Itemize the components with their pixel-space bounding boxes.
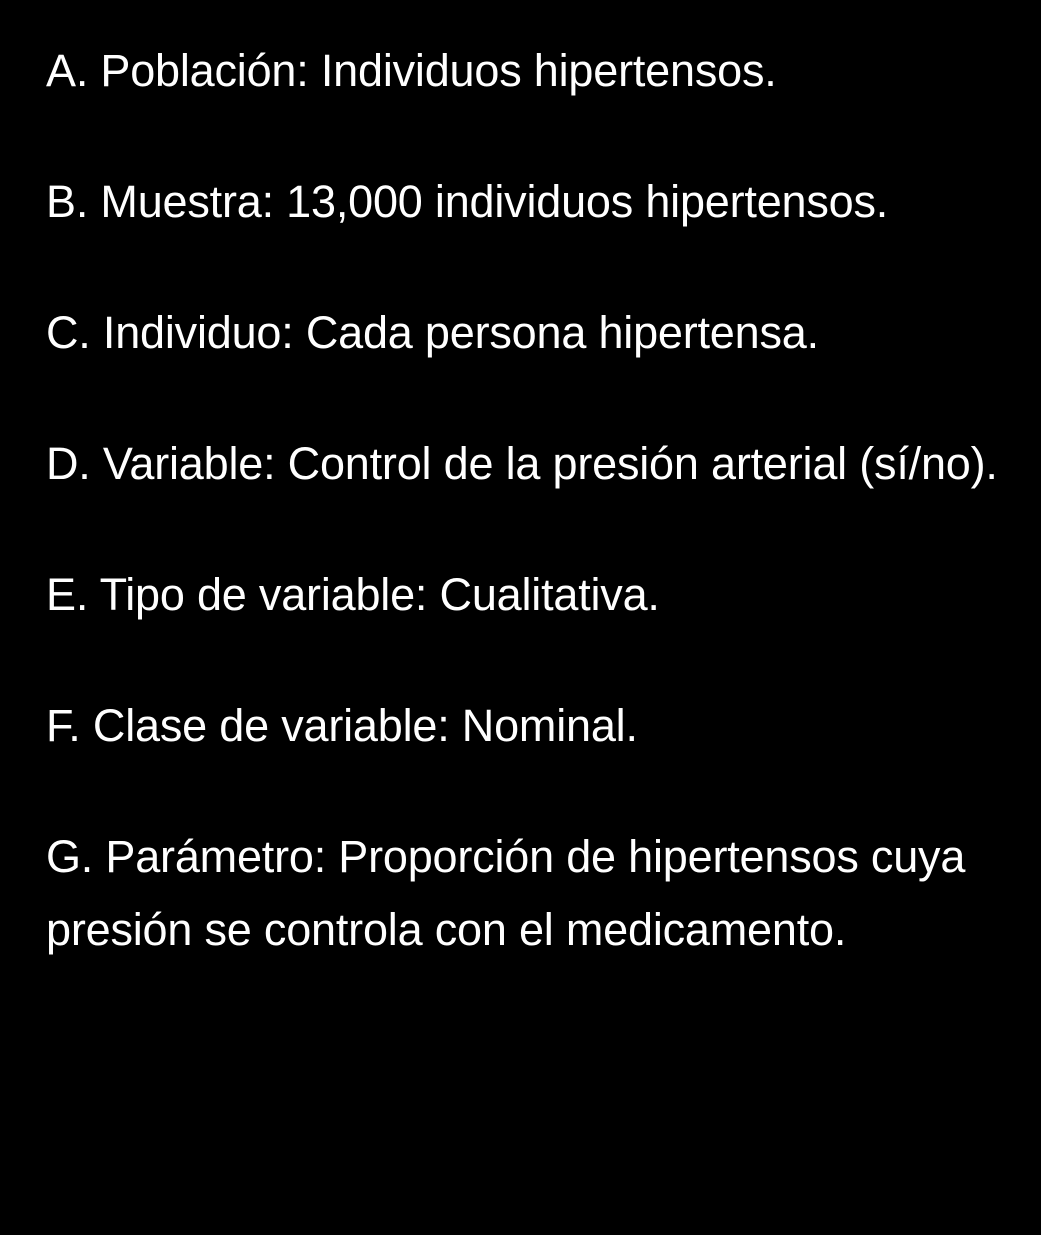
item-individuo: C. Individuo: Cada persona hipertensa. — [46, 307, 819, 358]
item-muestra: B. Muestra: 13,000 individuos hipertensos. — [46, 176, 889, 227]
item-parametro: G. Parámetro: Proporción de hipertensos cuya presión se controla con el medicamento. — [46, 831, 966, 955]
answer-list — [46, 34, 1006, 966]
item-tipo-de-variable: E. Tipo de variable: Cualitativa. — [46, 569, 660, 620]
item-variable: D. Variable: Control de la presión arterial (sí/no). — [46, 438, 998, 489]
item-poblacion: A. Población: Individuos hipertensos. — [46, 45, 777, 96]
item-clase-de-variable: F. Clase de variable: Nominal. — [46, 700, 638, 751]
